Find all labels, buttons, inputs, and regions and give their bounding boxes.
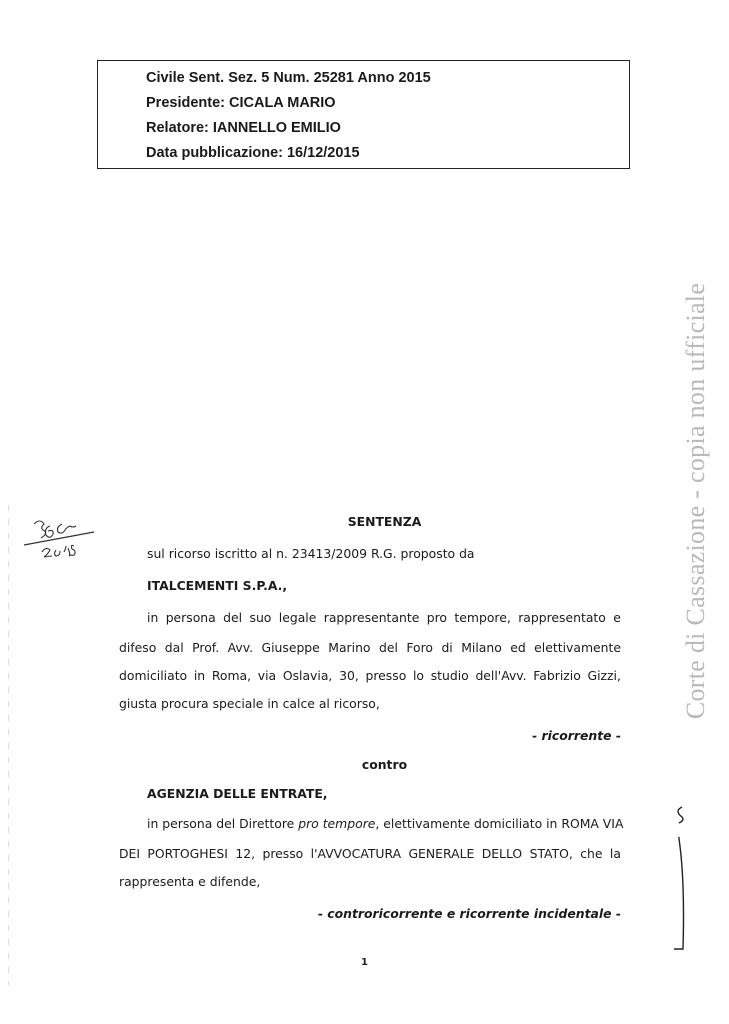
party1-line-1-word: rappresentante xyxy=(323,610,420,625)
party1-line-2-word: di xyxy=(441,640,453,655)
party1-line-3-word: presso xyxy=(365,668,407,683)
party1-line-3-word: Fabrizio xyxy=(533,668,581,683)
party1-line-3 xyxy=(119,668,621,683)
party1-line-2-word: difeso xyxy=(119,640,157,655)
party1-line-2-word: dal xyxy=(164,640,184,655)
party2-line-2-word: GENERALE xyxy=(408,846,475,861)
party1-line-1-word: tempore, xyxy=(454,610,511,625)
party2-line-1 xyxy=(147,816,623,831)
watermark: Corte di Cassazione - copia non ufficiale xyxy=(681,282,710,720)
publication-date-line: Data pubblicazione: 16/12/2015 xyxy=(146,145,360,161)
intro-line: sul ricorso iscritto al n. 23413/2009 R.G. proposto da xyxy=(147,546,475,561)
party2-line-3: rappresenta e difende, xyxy=(119,874,261,889)
party2-line-2-word: la xyxy=(609,846,621,861)
party1-line-2-word: Prof. xyxy=(192,640,220,655)
party1-line-1-word: legale xyxy=(278,610,317,625)
margin-signature-mark xyxy=(672,803,696,953)
party1-line-3-word: domiciliato xyxy=(119,668,188,683)
party1-last-line: giusta procura speciale in calce al ricorso, xyxy=(119,696,380,711)
party1-name: ITALCEMENTI S.P.A., xyxy=(147,578,288,593)
scan-edge-artifact xyxy=(8,505,9,985)
party2-line-2 xyxy=(119,846,621,861)
rapporteur-line: Relatore: IANNELLO EMILIO xyxy=(146,120,341,136)
party2-line-2-word: STATO, xyxy=(529,846,573,861)
party2-line-2-word: l'AVVOCATURA xyxy=(310,846,402,861)
party2-line-1-b: pro tempore xyxy=(298,816,376,831)
party2-line-1-c: , elettivamente domiciliato in ROMA VIA xyxy=(375,816,624,831)
party1-line-3-word: Roma, xyxy=(211,668,252,683)
party1-line-2-word: ed xyxy=(510,640,526,655)
party1-line-2-word: Marino xyxy=(328,640,371,655)
party2-line-2-word: DEI xyxy=(119,846,141,861)
party1-line-3-word: Oslavia, xyxy=(282,668,333,683)
party1-line-1-word: suo xyxy=(249,610,272,625)
party1-line-1-word: e xyxy=(613,610,621,625)
party2-line-2-word: presso xyxy=(262,846,304,861)
page-number: 1 xyxy=(361,957,368,968)
party2-line-2-word: 12, xyxy=(235,846,256,861)
party2-role: - controricorrente e ricorrente incidentale - xyxy=(317,906,621,921)
party1-line-1-word: persona xyxy=(165,610,216,625)
versus-label: contro xyxy=(361,757,408,772)
party2-line-2-word: che xyxy=(580,846,603,861)
party1-line-3-word: lo xyxy=(412,668,424,683)
party2-name: AGENZIA DELLE ENTRATE, xyxy=(147,786,328,801)
party1-line-1-word: pro xyxy=(426,610,448,625)
party1-line-2-word: Avv. xyxy=(227,640,254,655)
party1-role: - ricorrente - xyxy=(532,728,621,743)
party1-line-2-word: elettivamente xyxy=(534,640,621,655)
party1-line-2-word: Giuseppe xyxy=(261,640,320,655)
party2-line-2-word: DELLO xyxy=(481,846,523,861)
party1-line-1 xyxy=(147,610,621,625)
party1-line-2-word: del xyxy=(378,640,398,655)
party1-line-1-word: rappresentato xyxy=(518,610,606,625)
party1-line-2 xyxy=(119,640,621,655)
case-section-number: Civile Sent. Sez. 5 Num. 25281 Anno 2015 xyxy=(146,70,431,86)
party1-line-3-word: Gizzi, xyxy=(587,668,621,683)
document-title: SENTENZA xyxy=(347,514,422,529)
party1-line-3-word: via xyxy=(257,668,277,683)
party1-line-3-word: studio xyxy=(430,668,469,683)
president-line: Presidente: CICALA MARIO xyxy=(146,95,336,111)
party2-line-1-a: in persona del Direttore xyxy=(147,816,299,831)
party2-line-2-word: PORTOGHESI xyxy=(147,846,228,861)
party1-line-2-word: Milano xyxy=(461,640,502,655)
party1-line-1-word: del xyxy=(223,610,243,625)
party1-line-3-word: dell'Avv. xyxy=(475,668,527,683)
party1-line-2-word: Foro xyxy=(406,640,433,655)
party1-line-3-word: 30, xyxy=(339,668,359,683)
party1-line-1-word: in xyxy=(147,610,159,625)
case-header-box xyxy=(97,60,630,169)
party1-line-3-word: in xyxy=(193,668,206,683)
